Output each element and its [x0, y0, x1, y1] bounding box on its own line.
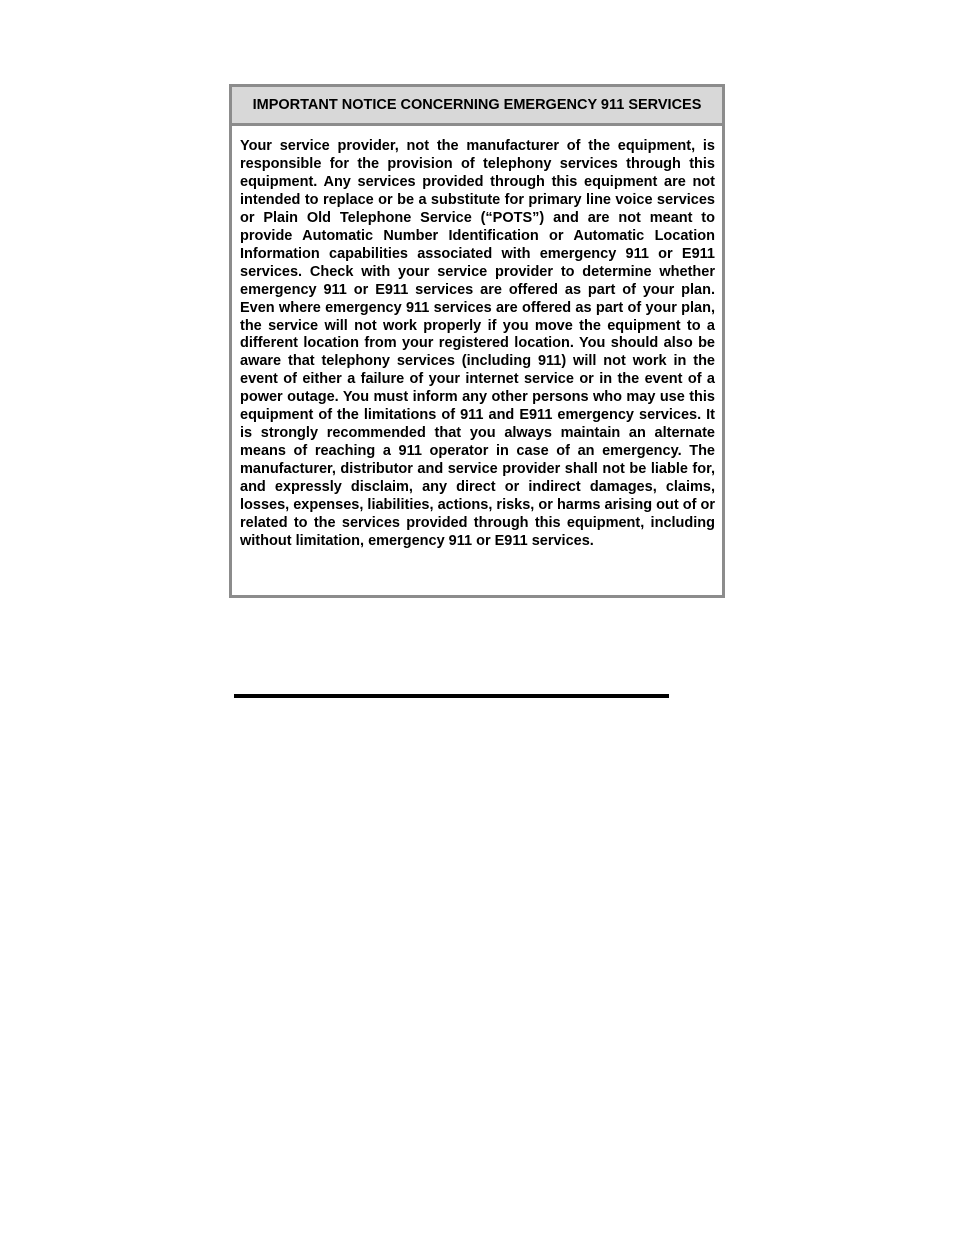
notice-title: IMPORTANT NOTICE CONCERNING EMERGENCY 911 SERVICES: [252, 97, 702, 113]
horizontal-rule: [234, 694, 669, 698]
emergency-notice-box: [229, 84, 725, 598]
notice-header: [232, 87, 722, 126]
notice-body-text: Your service provider, not the manufacturer of the equipment, is responsible for the provision of telephony services through this equipment. Any services provided through this equipment are not intended to replace or be a substitute for primary line voice services or Plain Old Telephone Service (“POTS”) and are not meant to provide Automatic Number Identification or Automatic Location Information capabilities associated with emergency 911 or E911 services. Check with your service provider to determine whether emergency 911 or E911 services are offered as part of your plan. Even where emergency 911 services are offered as part of your plan, the service will not work properly if you move the equipment to a different location from your registered location. You should also be aware that telephony services (including 911) will not work in the event of either a failure of your internet service or in the event of a power outage. You must inform any other persons who may use this equipment of the limitations of 911 and E911 emergency services. It is strongly recommended that you always maintain an alternate means of reaching a 911 operator in case of an emergency. The manufacturer, distributor and service provider shall not be liable for, and expressly disclaim, any direct or indirect damages, claims, losses, expenses, liabilities, actions, risks, or harms arising out of or related to the services provided through this equipment, including without limitation, emergency 911 or E911 services.: [240, 138, 715, 549]
